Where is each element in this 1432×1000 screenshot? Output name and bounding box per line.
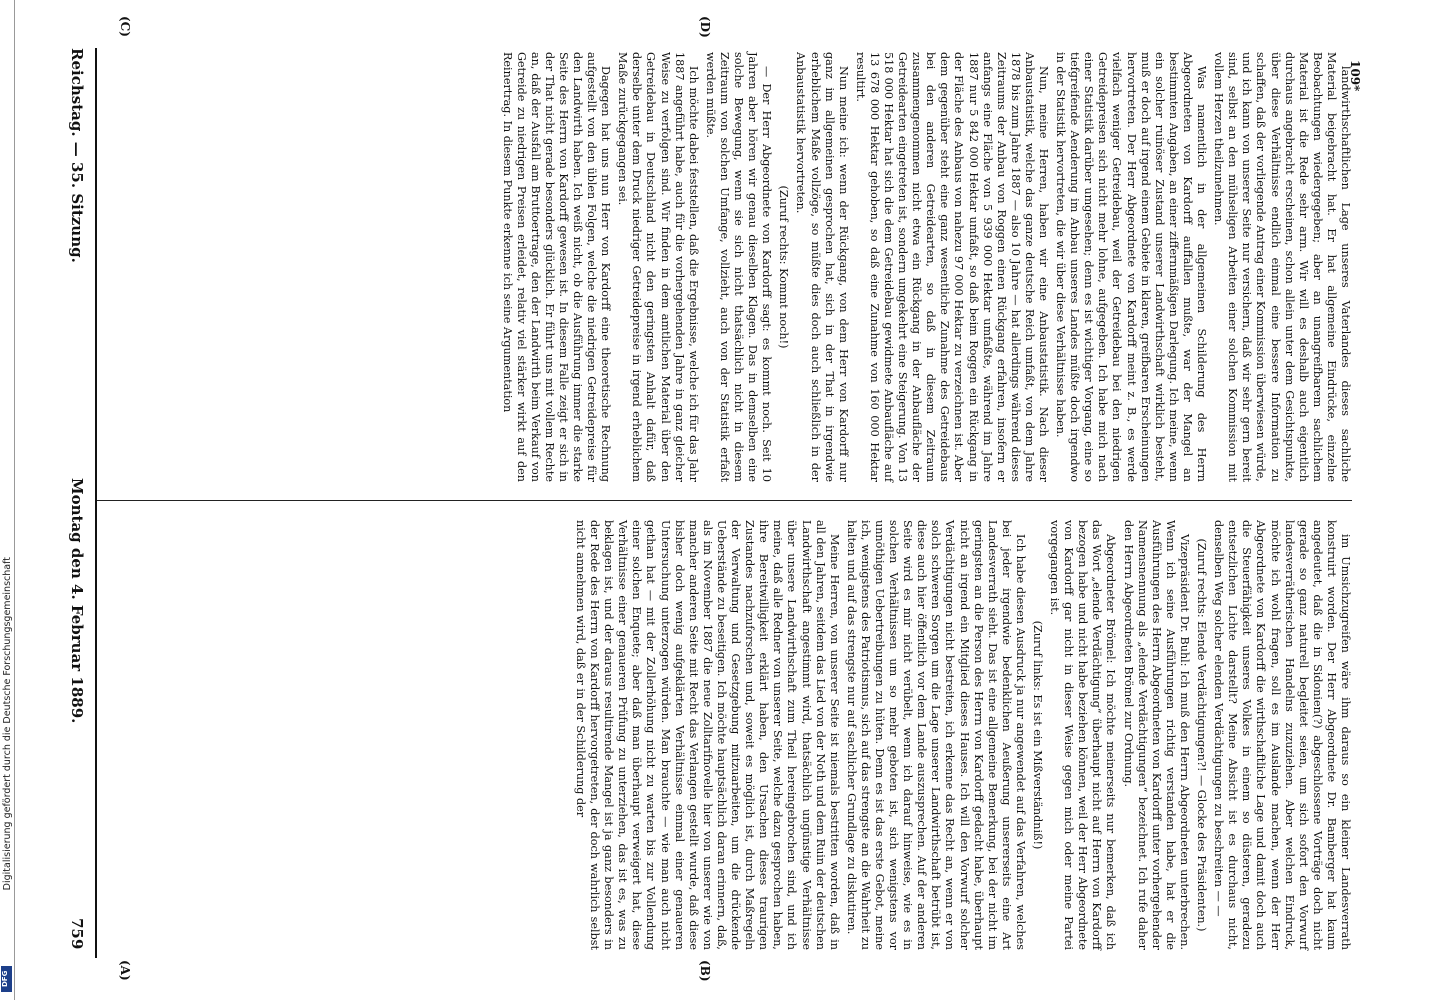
left-column: [570, 520, 1352, 950]
paragraph: Dagegen hat uns nun Herr von Kardorff eine theoretische Rechnung aufgestellt von den üblen Folgen, welche die niedrigen Getreidepreise für den Landwirth haben. Ich weiß nicht, ob die Ausführung immer die starke Seite des Herrn von Kardorff gewesen ist. In diesem Falle zeigt er sich in der That nicht gerade besonders glücklich. Er führt uns mit vollem Rechte an, daß der Ausfall am Bruttoertrage, den der Landwirth beim Verkauf von Getreide zu niedrigen Preisen erleidet, relativ viel stärker wirkt auf den Reinertrag. In diesem Punkte erkenne ich seine Argumentation: [500, 52, 613, 482]
marker-c: (C): [118, 16, 132, 37]
paragraph: Meine Herren, von unserer Seite ist niemals bestritten worden, daß in all den Jahren, seitdem das Lied von der Noth und dem Ruin der deutschen Landwirthschaft angestimmt wird, thatsächlich ungünstige Verhältnisse über unsere Landwirthschaft zum Theil hereingebrochen sind, und ich meine, daß alle Redner von unserer Seite, welche dazu gesprochen haben, ihre Bereitwilligkeit erklärt haben, den Ursachen dieses traurigen Zustandes nachzuforschen und, soweit es möglich ist, durch Maßregeln der Verwaltung und Gesetzgebung mitzuarbeiten, um die drückende Ueberstände zu beseitigen. Ich möchte hauptsächlich daran erinnern, daß, als im November 1887 die neue Zolltarifnovelle hier von unserer wie von mancher anderen Seite mit Recht das Verlangen gestellt wurde, daß diese bisher doch wenig aufgeklärten Verhältnisse einmal einer genaueren Untersuchung unterzogen würden. Man brauchte — wie man auch nicht gethan hat — mit der Zollerhöhung nicht zu warten bis zur Vollendung einer solchen Enquete; aber daß man überhaupt verweigert hat, diese Verhältnisse einer genaueren Prüfung zu unterziehen, das ist es, was zu beklagen ist, und der daraus resultirende Mangel ist ja ganz besonders in der Rede des Herrn von Kardorff hervorgetreten, der doch wahrlich selbst nicht annehmen wird, daß er in der Schilderung der: [574, 520, 841, 950]
marker-a: (A): [118, 960, 132, 981]
page-number: 759: [68, 918, 86, 950]
header-left: Reichstag. — 35. Sitzung.: [68, 48, 86, 263]
marker-b: (B): [698, 960, 712, 982]
paragraph: Vizepräsident Dr. Buhl: Ich muß den Herrn Abgeordneten unterbrechen. Wenn ich seine Ausführungen richtig verstanden habe, hat er die Ausführungen des Herrn Abgeordneten von Kardorff unter vorhergehender Namensnennung als „elende Verdächtigungen“ bezeichnet. Ich rufe daher den Herrn Abgeordneten Brömel zur Ordnung.: [1121, 520, 1191, 950]
paragraph: Nun meine ich: wenn der Rückgang, von dem Herr von Kardorff nur ganz im allgemeinen gesprochen hat, sich in der That in irgendwie erheblichem Maße vollzöge, so müßte dies doch auch schließlich in der Anbaustatistik hervortreten.: [794, 52, 850, 482]
footer-credit: Digitalisierung gefördert durch die Deutsche Forschungsgemeinschaft: [2, 556, 13, 890]
marker-d: (D): [698, 16, 712, 38]
paragraph: im Umsichzugreifen wäre ihm daraus so ein kleiner Landesverrath konstruirt worden. Der Herr Abgeordnete Dr. Bamberger hat kaum angedeutet, daß die in Sidonien(?) abgeschlossene Vorträge doch nicht gerade so ganz naturell begleitet seien, um sich sofort den Vorwurf landesverrätherischen Handelns zuzuziehen. Aber welchen Eindruck, möchte ich wohl fragen, soll es im Auslande machen, wenn der Herr Abgeordnete von Kardorff die wirthschaftliche Lage und damit doch auch die Steuerfähigkeit unseres Volkes in einem so düsteren, geradezu entsetzlichen Lichte darstellt? Meine Absicht ist es durchaus nicht, denselben Weg solcher elenden Verdächtigungen zu beschreiten — —: [1212, 520, 1352, 950]
paragraph: (Zuruf links: Es ist ein Mißverständniß!): [1031, 620, 1045, 850]
right-column: [496, 52, 1352, 482]
paragraph: Was namentlich in der allgemeinen Schilderung des Herrn Abgeordneten von Kardorff auffallen mußte, war der Mangel an bestimmten Angaben, an einer ziffernmäßigen Darlegung. Ich meine, wenn ein solcher ruinöser Zustand unserer Landwirthschaft wirklich besteht, muß er doch auf irgend einem Gebiete in klaren, greifbaren Erscheinungen hervortreten. Der Herr Abgeordnete von Kardorff meint z. B., es werde vielfach weniger Getreidebau, weil der Getreidebau bei den niedrigen Getreidepreisen sich nicht mehr lohne, aufgegeben. Ich habe mich nach einer Statistik darüber umgesehen; denn es ist wichtiger Vorgang, eine so tiefgreifende Aenderung im Anbau unseres Landes müßte doch irgendwo in der Statistik hervortreten, die wir über diese Verhältnisse haben.: [1054, 52, 1209, 482]
column-divider: [97, 500, 1352, 501]
paragraph: (Zuruf rechts: Elende Verdächtigungen?! — Glocke des Präsidenten.): [1195, 538, 1209, 932]
paragraph: landwirthschaftlichen Lage unseres Vaterlandes dieses sachliche Material beigebracht hat. Er hat allgemeine Eindrücke, einzelne Beobachtungen wiedergegeben; aber an unangreifbarem sachlichem Material ist die Rede sehr arm. Wir will es deshalb auch eigentlich durchaus angebracht erscheinen, schon allein unter dem Gesichtspunkte, über diese Verhältnisse endlich einmal eine bessere Information zu schaffen, daß der vorliegende Antrag einer Kommission überwiesen würde, und ich kann von unserer Seite nur versichern, daß wir sehr gern bereit sind, selbst an den mühseligen Arbeiten einer solchen Kommission mit vollem Herzen theilzunehmen.: [1212, 52, 1352, 482]
page-header: [58, 48, 92, 958]
paragraph: Abgeordneter Brömel: Ich möchte meinerseits nur bemerken, daß ich das Wort „elende Verdächtigung“ überhaupt nicht auf Herrn von Kardorff bezogen habe und nicht habe beziehen können, weil der Herr Abgeordnete von Kardorff gar nicht in dieser Weise gegen mich oder meine Partei vorgegangen ist.: [1048, 520, 1118, 950]
dfg-logo: DFG: [1, 966, 12, 992]
signature-mark: 109*: [1348, 60, 1362, 92]
paragraph: — Der Herr Abgeordnete von Kardorff sagt: es kommt noch. Seit 10 Jahren aber hören wir genau dieselben Klagen. Das in demselben eine solche Bewegung, wenn sie sich nicht thatsächlich nicht in diesem Zeitraum von solchen Umfange, vollzieht, auch von der Statistik erfaßt werden müßte.: [703, 52, 774, 482]
paragraph: Nun, meine Herren, haben wir eine Anbaustatistik. Nach dieser Anbaustatistik, welche das ganze deutsche Reich umfaßt, von dem Jahre 1878 bis zum Jahre 1887 — also 10 Jahre — hat allerdings während dieses Zeitraums der Anbau von Roggen einen Rückgang erfahren, insofern er anfangs eine Fläche von 5 939 000 Hektar umfaßte, während im Jahre 1887 nur 5 842 000 Hektar umfaßt, so daß beim Roggen ein Rückgang in der Fläche des Anbaus von nahezu 97 000 Hektar zu verzeichnen ist. Aber dem gegenüber steht eine ganz wesentliche Zunahme des Getreidebaus bei den anderen Getreidearten, so daß in diesem Zeitraum zusammengenommen nicht etwa ein Rückgang in der Anbaufläche der Getreidearten eingetreten ist, sondern umgekehrt eine Steigerung. Von 13 518 000 Hektar hat sich die dem Getreidebau gewidmete Anbaufläche auf 13 678 000 Hektar gehoben, so daß eine Zunahme von 160 000 Hektar resultirt.: [853, 52, 1051, 482]
header-date: Montag den 4. Februar 1889.: [68, 478, 86, 724]
paragraph: (Zuruf rechts: Kommt noch!): [777, 185, 791, 349]
paragraph: Ich habe diesen Ausdruck ja nur angewendet auf das Verfahren, welches bei jeder irgendwie bedenklichen Aeußerung unsererseits eine Art Landesverrath sieht. Das ist eine allgemeine Bemerkung, bei der nicht im geringsten an die Person des Herrn von Kardorff gedacht habe, überhaupt nicht an irgend ein Mitglied dieses Hauses. Ich will den Vorwurf solcher Verdächtigungen nicht bestreiten, ich erkenne das Recht an, wenn er von solch schweren Sorgen um die Lage unserer Landwirthschaft betrübt ist, diese auch hier öffentlich vor dem Lande auszusprechen. Auf der anderen Seite wird es mir nicht verübelt, wenn ich darauf hinweise, wie es in solchen Verhältnissen um so mehr geboten ist, sich wenigstens vor unnöthigen Uebertreibungen zu hüten. Denn es ist das erste Gebot, meine ich, wenigstens des Patriotismus, sich auf das strengste an die Wahrheit zu halten und auf das strengste nur auf sachlicher Grundlage zu diskutiren.: [844, 520, 1027, 950]
paragraph: Ich möchte dabei feststellen, daß die Ergebnisse, welche ich für das Jahr 1887 angeführt habe, auch für die vorhergehenden Jahre in ganz gleicher Weise zu verfolgen sind. Wir finden in dem amtlichen Material über den Getreidebau in Deutschland nicht den geringsten Anhalt dafür, daß derselbe unter dem Druck niedriger Getreidepreise in irgend erheblichem Maße zurückgegangen sei.: [616, 52, 700, 482]
header-rule: [95, 48, 97, 958]
